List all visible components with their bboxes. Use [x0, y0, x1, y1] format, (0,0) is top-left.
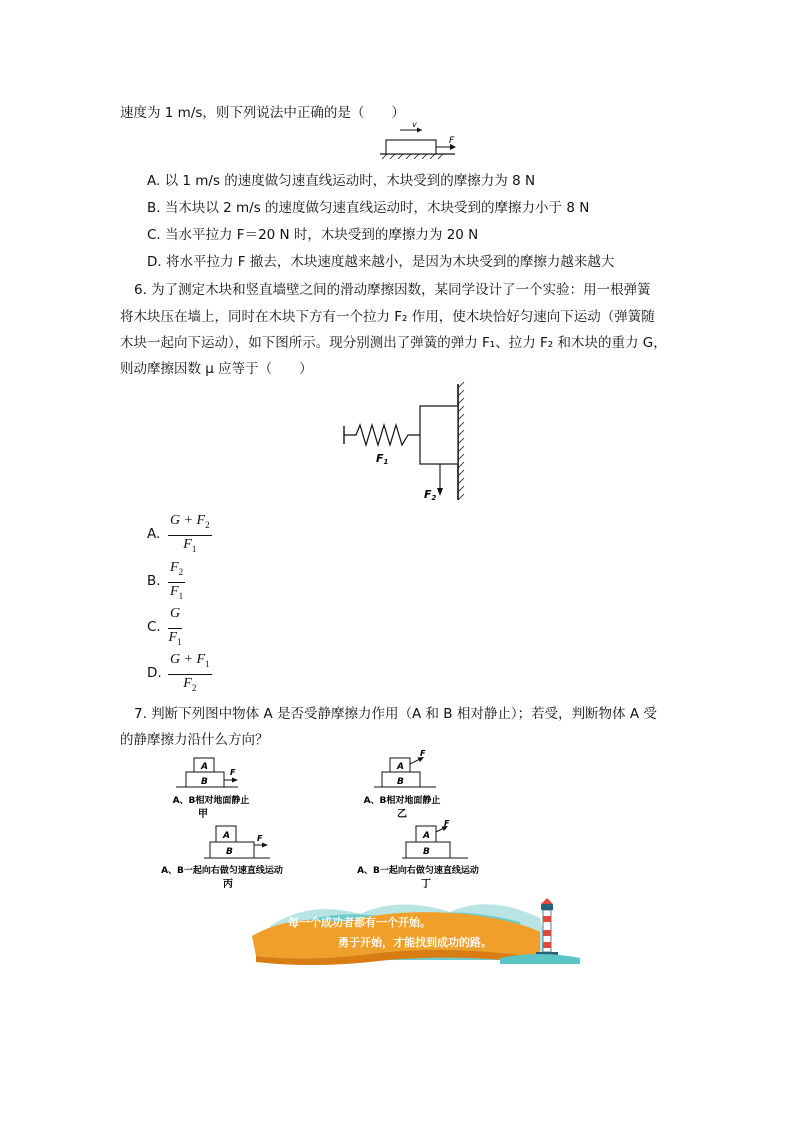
svg-text:丁: 丁 [421, 879, 431, 890]
svg-text:B: B [423, 847, 430, 857]
svg-text:丙: 丙 [223, 879, 233, 890]
svg-text:A、B相对地面静止: A、B相对地面静止 [172, 796, 250, 806]
q6-line-1: 6. 为了测定木块和竖直墙壁之间的滑动摩擦因数，某同学设计了一个实验：用一根弹簧 [134, 282, 651, 298]
wall-hatch [458, 382, 464, 500]
svg-text:乙: 乙 [397, 809, 407, 820]
q6-option-c-fraction: $\frac{G}{F_1}$ [168, 606, 182, 647]
q7-line-1: 7. 判断下列图中物体 A 是否受静摩擦力作用（A 和 B 相对静止）；若受，判断物体 A 受 [134, 706, 657, 722]
q7-line-2: 的静摩擦力沿什么方向？ [120, 732, 269, 748]
svg-text:B: B [226, 847, 233, 857]
q6-option-c-label: C. [147, 619, 161, 635]
q7-panel-yi [344, 750, 474, 822]
f1-label: F1 [376, 452, 389, 466]
svg-text:F: F [444, 820, 450, 828]
q5-block-diagram [360, 118, 470, 160]
q6-line-2: 将木块压在墙上，同时在木块下方有一个拉力 F₂ 作用，使木块恰好匀速向下运动（弹簧随 [120, 309, 655, 325]
q5-intro: 速度为 1 m/s，则下列说法中正确的是（ ） [120, 105, 405, 121]
svg-text:F: F [257, 834, 263, 843]
q6-option-a-fraction: $\frac{G + F_2}{F_1}$ [170, 513, 210, 554]
q6-option-b-fraction: $\frac{F_2}{F_1}$ [170, 560, 184, 601]
force-label: F [449, 136, 455, 146]
svg-text:B: B [397, 777, 404, 787]
q7-panel-ding [344, 820, 514, 892]
q5-option-c: C. 当水平拉力 F＝20 N 时，木块受到的摩擦力为 20 N [147, 227, 479, 243]
ground-hatch [382, 154, 443, 159]
motivational-banner [250, 896, 590, 968]
block [420, 406, 458, 464]
wooden-block [386, 140, 436, 154]
svg-text:A: A [397, 762, 404, 772]
svg-text:A: A [201, 762, 208, 772]
velocity-label: v [412, 120, 417, 129]
svg-text:F: F [420, 750, 426, 758]
q7-panel-bing [146, 820, 316, 892]
q6-option-d-label: D. [147, 665, 162, 681]
q5-option-d: D. 将水平拉力 F 撤去，木块速度越来越小，是因为木块受到的摩擦力越来越大 [147, 254, 615, 270]
q6-option-b-label: B. [147, 573, 161, 589]
svg-text:A、B一起向右做匀速直线运动: A、B一起向右做匀速直线运动 [161, 866, 283, 876]
svg-text:B: B [201, 777, 208, 787]
svg-text:A: A [223, 831, 230, 841]
svg-text:F: F [230, 768, 236, 777]
q6-option-d-fraction: $\frac{G + F_1}{F_2}$ [170, 652, 210, 693]
q6-spring-wall-diagram [338, 382, 468, 504]
q7-panel-jia [146, 750, 276, 822]
q6-option-a-label: A. [147, 526, 161, 542]
svg-text:A、B相对地面静止: A、B相对地面静止 [363, 796, 441, 806]
svg-text:甲: 甲 [198, 809, 208, 820]
banner-line-2: 勇于开始，才能找到成功的路。 [338, 936, 492, 949]
banner-line-1: 每一个成功者都有一个开始。 [288, 916, 431, 929]
q5-option-b: B. 当木块以 2 m/s 的速度做匀速直线运动时，木块受到的摩擦力小于 8 N [147, 200, 590, 216]
svg-text:A: A [423, 831, 430, 841]
q6-line-4: 则动摩擦因数 μ 应等于（ ） [120, 361, 313, 377]
f2-label: F2 [424, 488, 437, 502]
svg-text:A、B一起向右做匀速直线运动: A、B一起向右做匀速直线运动 [357, 866, 479, 876]
q6-line-3: 木块一起向下运动），如下图所示。现分别测出了弹簧的弹力 F₁、拉力 F₂ 和木块的重力 G， [120, 335, 667, 351]
q5-option-a: A. 以 1 m/s 的速度做匀速直线运动时，木块受到的摩擦力为 8 N [147, 173, 536, 189]
spring [344, 425, 420, 445]
